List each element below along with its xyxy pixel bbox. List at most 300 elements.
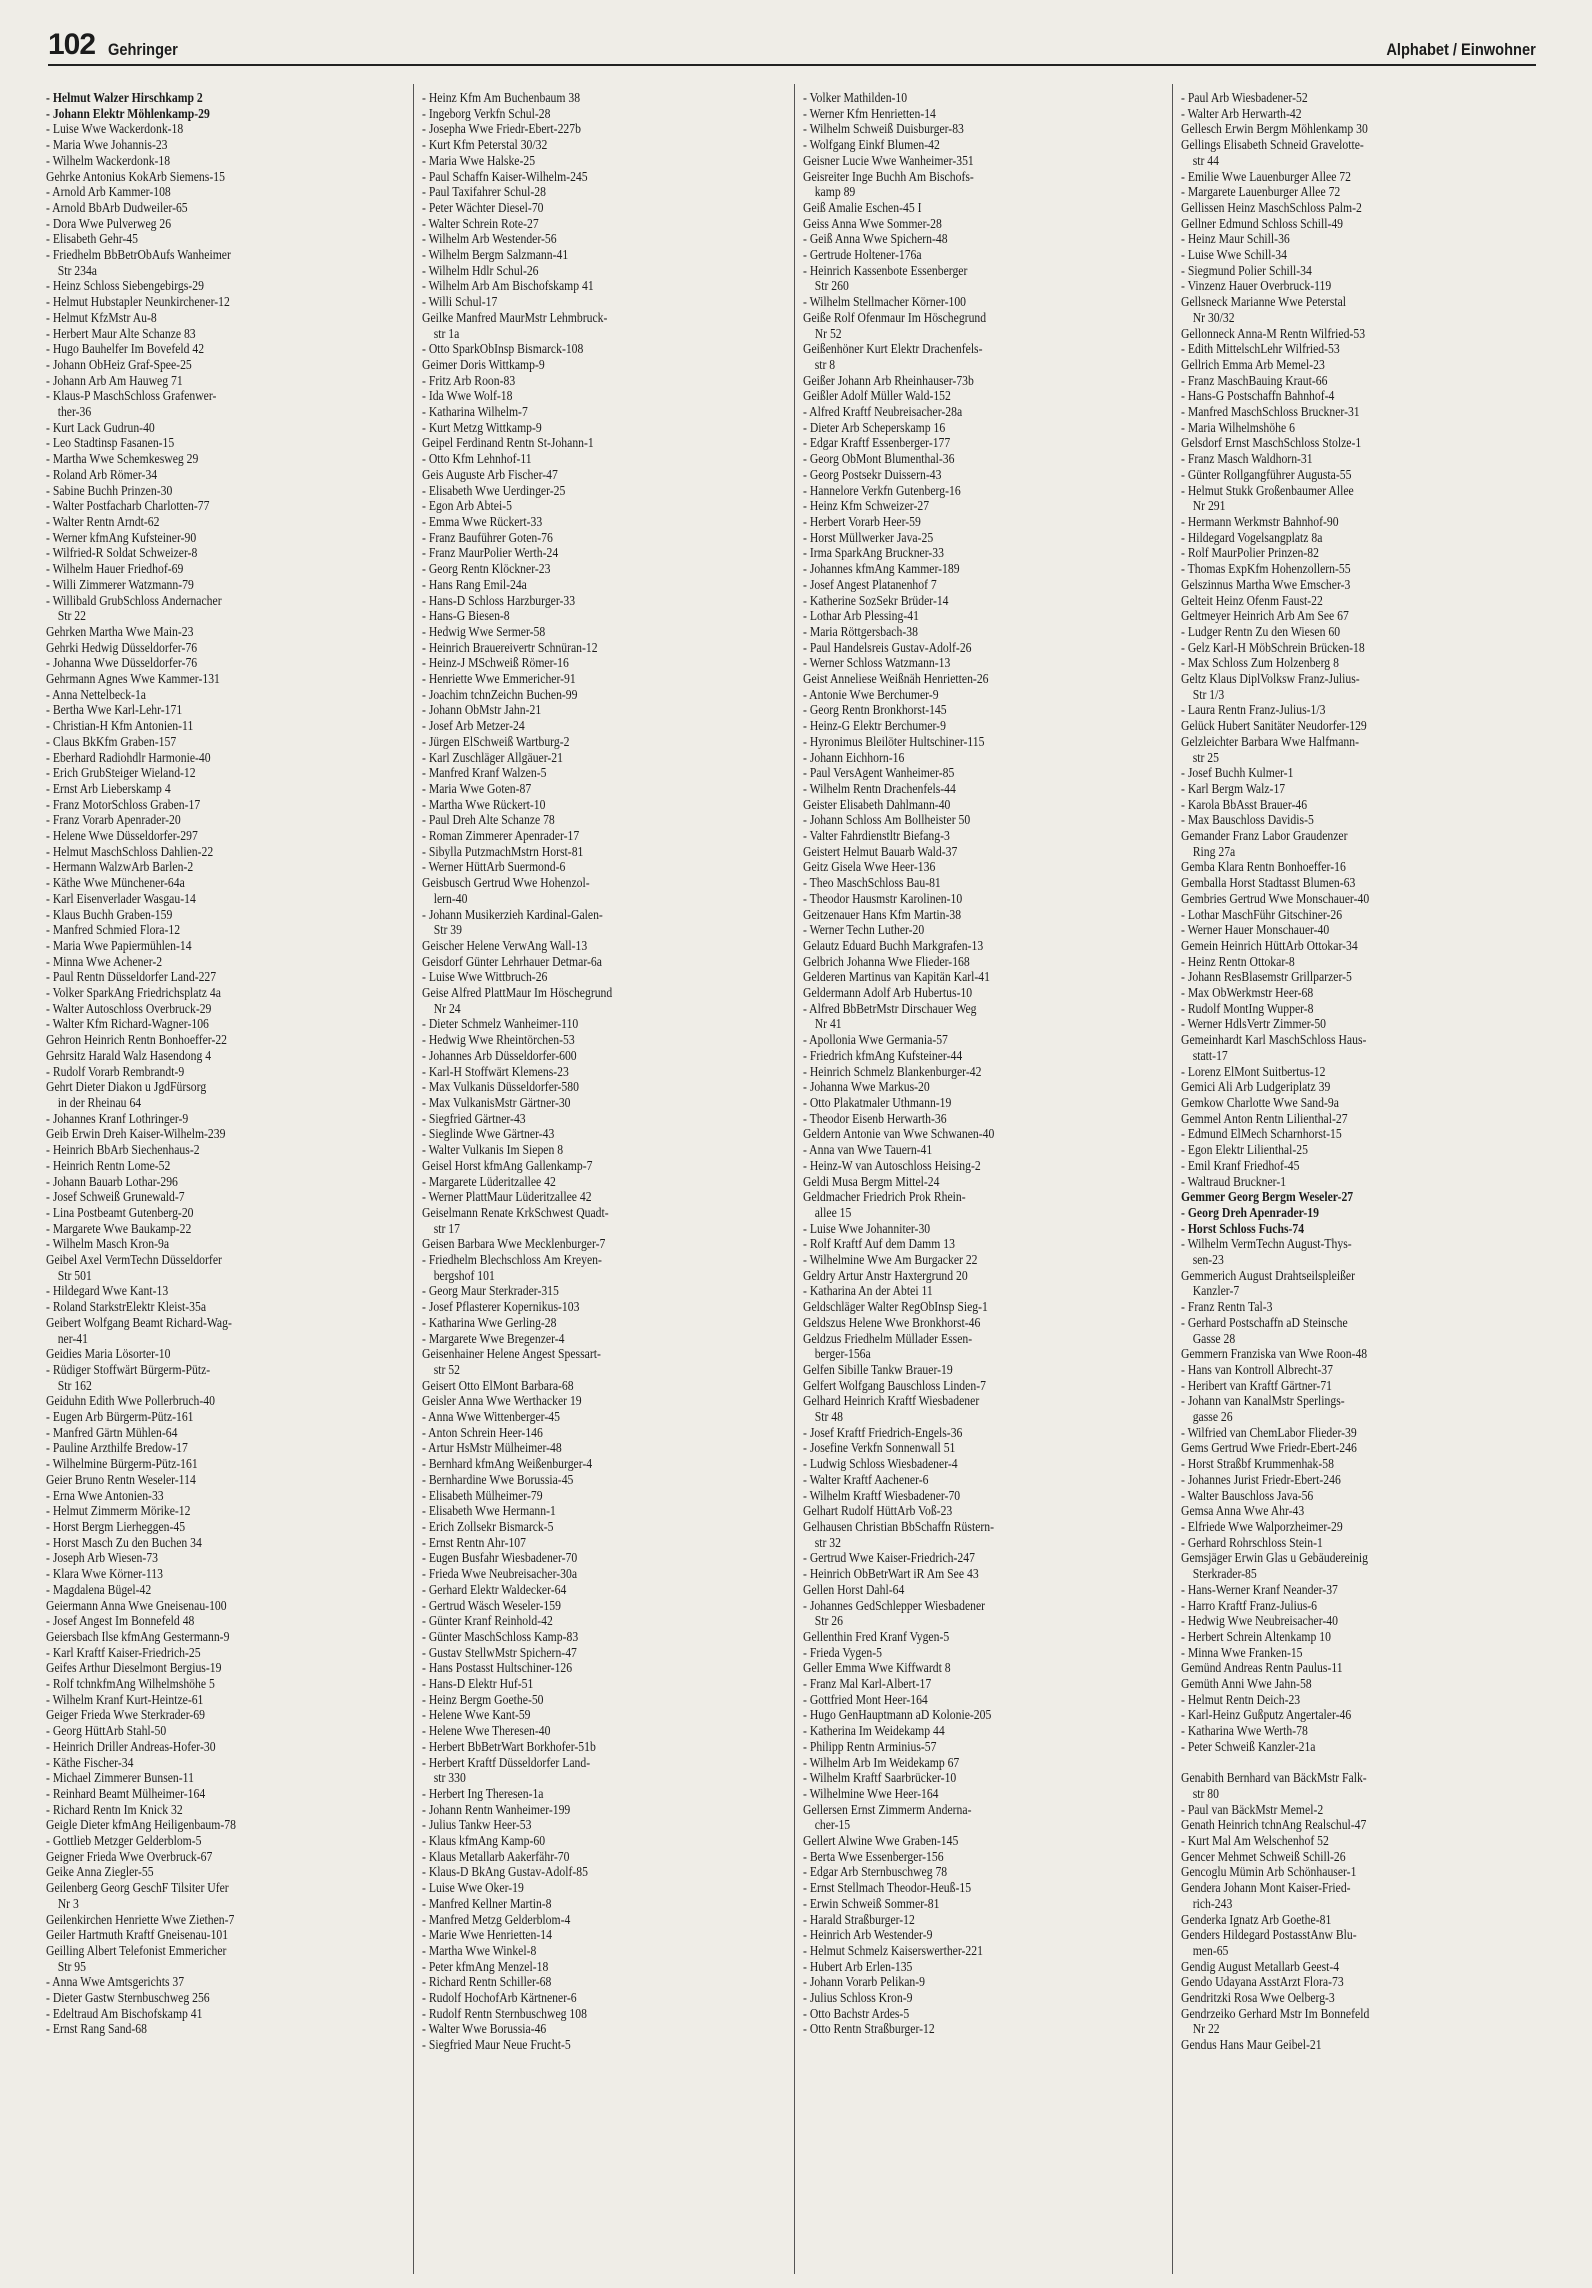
directory-entry xyxy=(1181,750,1553,766)
entry-text: Gendus Hans Maur Geibel-21 xyxy=(1181,2037,1322,2053)
directory-entry xyxy=(803,1032,1175,1048)
directory-entry xyxy=(1181,1582,1553,1598)
entry-text: str 52 xyxy=(422,1361,461,1377)
directory-entry xyxy=(46,1817,418,1833)
directory-entry xyxy=(1181,121,1553,137)
directory-entry xyxy=(422,1362,794,1378)
directory-entry xyxy=(422,718,794,734)
entry-text: - Walter Schrein Rote-27 xyxy=(422,215,539,231)
directory-entry xyxy=(1181,1943,1553,1959)
entry-text: - Werner PlattMaur Lüderitzallee 42 xyxy=(422,1189,592,1205)
entry-text: - Anna Wwe Wittenberger-45 xyxy=(422,1409,560,1425)
entry-text: - Hermann Werkmstr Bahnhof-90 xyxy=(1181,513,1339,529)
directory-entry xyxy=(46,1864,418,1880)
directory-entry xyxy=(803,530,1175,546)
entry-text: - Manfred MaschSchloss Bruckner-31 xyxy=(1181,404,1360,420)
entry-text: - Helmut Rentn Deich-23 xyxy=(1181,1691,1301,1707)
directory-entry xyxy=(46,278,418,294)
directory-entry xyxy=(803,1959,1175,1975)
entry-text: Gasse 28 xyxy=(1181,1330,1236,1346)
directory-entry xyxy=(1181,1755,1553,1771)
entry-text: - Heinz Schloss Siebengebirgs-29 xyxy=(46,278,204,294)
entry-text: - Josepha Wwe Friedr-Ebert-227b xyxy=(422,121,581,137)
directory-entry xyxy=(1181,1959,1553,1975)
directory-entry xyxy=(422,985,794,1001)
entry-text: Geistert Helmut Bauarb Wald-37 xyxy=(803,843,958,859)
entry-text: str 1a xyxy=(422,325,460,341)
directory-entry xyxy=(803,1315,1175,1331)
directory-entry xyxy=(803,577,1175,593)
entry-text: - Karl-Heinz Gußputz Angertaler-46 xyxy=(1181,1707,1352,1723)
entry-text xyxy=(1181,1755,1184,1771)
entry-text: - Emma Wwe Rückert-33 xyxy=(422,513,543,529)
entry-text: - Martha Wwe Rückert-10 xyxy=(422,796,546,812)
directory-entry xyxy=(1181,404,1553,420)
directory-entry xyxy=(422,1723,794,1739)
directory-entry xyxy=(1181,1111,1553,1127)
directory-entry xyxy=(1181,1032,1553,1048)
entry-text: - Karl Bergm Walz-17 xyxy=(1181,780,1286,796)
directory-entry xyxy=(803,1079,1175,1095)
directory-entry xyxy=(1181,1126,1553,1142)
entry-text: - Georg HüttArb Stahl-50 xyxy=(46,1723,167,1739)
directory-entry xyxy=(1181,2006,1553,2022)
entry-text: Gemballa Horst Stadtasst Blumen-63 xyxy=(1181,875,1356,891)
entry-text: - Roman Zimmerer Apenrader-17 xyxy=(422,828,580,844)
directory-entry xyxy=(422,2006,794,2022)
entry-text: - Ludwig Schloss Wiesbadener-4 xyxy=(803,1456,958,1472)
entry-text: - Franz Bauführer Goten-76 xyxy=(422,529,553,545)
column-2 xyxy=(422,90,794,2053)
directory-entry xyxy=(803,451,1175,467)
directory-entry xyxy=(422,1833,794,1849)
entry-text: - Karl-H Stoffwärt Klemens-23 xyxy=(422,1063,569,1079)
directory-entry xyxy=(1181,1409,1553,1425)
directory-entry xyxy=(46,2021,418,2037)
directory-entry xyxy=(803,373,1175,389)
directory-entry xyxy=(422,875,794,891)
directory-entry xyxy=(422,483,794,499)
entry-text: Nr 24 xyxy=(422,1000,461,1016)
entry-text: Geise Alfred PlattMaur Im Höschegrund xyxy=(422,985,613,1001)
directory-entry xyxy=(803,1990,1175,2006)
directory-entry xyxy=(803,561,1175,577)
entry-text: - Margarete Lauenburger Allee 72 xyxy=(1181,184,1341,200)
directory-entry xyxy=(46,844,418,860)
directory-entry xyxy=(1181,671,1553,687)
entry-text: - Leo Stadtinsp Fasanen-15 xyxy=(46,435,175,451)
entry-text: Geischer Helene VerwAng Wall-13 xyxy=(422,937,588,953)
directory-entry xyxy=(1181,1393,1553,1409)
entry-text: - Julius Schloss Kron-9 xyxy=(803,1990,913,2006)
entry-text: - Helene Wwe Düsseldorfer-297 xyxy=(46,828,198,844)
directory-entry xyxy=(46,1456,418,1472)
entry-text: - Gelz Karl-H MöbSchrein Brücken-18 xyxy=(1181,639,1365,655)
directory-entry xyxy=(1181,326,1553,342)
entry-text: - Max Schloss Zum Holzenberg 8 xyxy=(1181,655,1339,671)
directory-entry xyxy=(803,121,1175,137)
entry-text: Gelhard Heinrich Kraftf Wiesbadener xyxy=(803,1393,980,1409)
directory-entry xyxy=(1181,451,1553,467)
directory-entry xyxy=(46,1393,418,1409)
entry-text: - Johann Musikerzieh Kardinal-Galen- xyxy=(422,906,603,922)
directory-entry xyxy=(422,2037,794,2053)
entry-text: - Paul Dreh Alte Schanze 78 xyxy=(422,812,555,828)
directory-entry xyxy=(422,1236,794,1252)
entry-text: - Franz Masch Waldhorn-31 xyxy=(1181,451,1313,467)
directory-entry xyxy=(1181,1927,1553,1943)
entry-text: - Ida Wwe Wolf-18 xyxy=(422,388,513,404)
entry-text: - Hans-G Postschaffn Bahnhof-4 xyxy=(1181,388,1335,404)
directory-entry xyxy=(422,1535,794,1551)
entry-text: Gencer Mehmet Schweiß Schill-26 xyxy=(1181,1848,1346,1864)
entry-text: Gellrich Emma Arb Memel-23 xyxy=(1181,356,1325,372)
entry-text: - Rolf tchnkfmAng Wilhelmshöhe 5 xyxy=(46,1676,215,1692)
entry-text: Gelück Hubert Sanitäter Neudorfer-129 xyxy=(1181,718,1367,734)
entry-text: - Manfred Kranf Walzen-5 xyxy=(422,765,547,781)
directory-entry xyxy=(803,247,1175,263)
directory-entry xyxy=(422,1425,794,1441)
entry-text: - Horst Masch Zu den Buchen 34 xyxy=(46,1534,202,1550)
directory-entry xyxy=(1181,1315,1553,1331)
directory-entry xyxy=(803,812,1175,828)
directory-entry xyxy=(803,718,1175,734)
entry-text: - Franz Mal Karl-Albert-17 xyxy=(803,1676,932,1692)
entry-text: - Walter Autoschloss Overbruck-29 xyxy=(46,1000,212,1016)
directory-entry xyxy=(803,1943,1175,1959)
directory-entry xyxy=(1181,90,1553,106)
directory-entry xyxy=(422,1974,794,1990)
entry-text: - Wilhelmine Wwe Am Burgacker 22 xyxy=(803,1252,978,1268)
entry-text: - Richard Rentn Im Knick 32 xyxy=(46,1801,183,1817)
directory-entry xyxy=(1181,1425,1553,1441)
directory-entry xyxy=(1181,1346,1553,1362)
directory-entry xyxy=(1181,1833,1553,1849)
directory-entry xyxy=(46,420,418,436)
entry-text: - Herbert Kraftf Düsseldorfer Land- xyxy=(422,1754,591,1770)
directory-entry xyxy=(1181,137,1553,153)
directory-entry xyxy=(46,750,418,766)
entry-text: str 330 xyxy=(422,1770,466,1786)
directory-entry xyxy=(46,1582,418,1598)
directory-entry xyxy=(46,1755,418,1771)
entry-text: sen-23 xyxy=(1181,1252,1224,1268)
directory-entry xyxy=(803,1393,1175,1409)
directory-entry xyxy=(422,624,794,640)
directory-entry xyxy=(422,1126,794,1142)
entry-text: - Margarete Lüderitzallee 42 xyxy=(422,1173,556,1189)
entry-text: in der Rheinau 64 xyxy=(46,1095,142,1110)
directory-entry xyxy=(803,781,1175,797)
entry-text: - Wilhelm Kraftf Wiesbadener-70 xyxy=(803,1487,961,1503)
directory-entry xyxy=(803,1111,1175,1127)
entry-text: - Berta Wwe Essenberger-156 xyxy=(803,1848,944,1864)
directory-entry xyxy=(803,844,1175,860)
directory-entry xyxy=(803,750,1175,766)
entry-text: - Kurt Metzg Wittkamp-9 xyxy=(422,419,542,435)
entry-text: - Lina Postbeamt Gutenberg-20 xyxy=(46,1204,194,1220)
entry-text: - Werner HüttArb Suermond-6 xyxy=(422,859,566,875)
directory-entry xyxy=(422,1550,794,1566)
entry-text: Gelzleichter Barbara Wwe Halfmann- xyxy=(1181,733,1359,749)
entry-text: Geitzenauer Hans Kfm Martin-38 xyxy=(803,906,962,922)
entry-text: - Bernhardine Wwe Borussia-45 xyxy=(422,1471,574,1487)
entry-text: Geiße Rolf Ofenmaur Im Höschegrund xyxy=(803,309,987,325)
directory-entry xyxy=(803,467,1175,483)
entry-text: - Josefine Verkfn Sonnenwall 51 xyxy=(803,1440,956,1456)
column-divider xyxy=(1172,84,1173,2274)
entry-text: - Wilhelm Hauer Friedhof-69 xyxy=(46,561,184,577)
directory-entry xyxy=(1181,1676,1553,1692)
entry-text: - Claus BkKfm Graben-157 xyxy=(46,733,177,749)
directory-entry xyxy=(1181,1268,1553,1284)
entry-text: - Gottfried Mont Heer-164 xyxy=(803,1691,928,1707)
entry-text: Geilke Manfred MaurMstr Lehmbruck- xyxy=(422,309,608,325)
directory-entry xyxy=(422,1943,794,1959)
directory-entry xyxy=(1181,1598,1553,1614)
entry-text: - Herbert Ing Theresen-1a xyxy=(422,1785,544,1801)
entry-text: - Helmut KfzMstr Au-8 xyxy=(46,309,157,325)
entry-text: - Wilhelm VermTechn August-Thys- xyxy=(1181,1236,1352,1252)
directory-entry xyxy=(46,969,418,985)
directory-entry xyxy=(422,1346,794,1362)
entry-text: - Franz MotorSchloss Graben-17 xyxy=(46,796,201,812)
directory-entry xyxy=(46,483,418,499)
entry-text: - Heinrich ObBetrWart iR Am See 43 xyxy=(803,1566,979,1582)
entry-text: - Roland Arb Römer-34 xyxy=(46,466,158,482)
entry-text: Gemmern Franziska van Wwe Roon-48 xyxy=(1181,1346,1368,1362)
entry-text: Geiselmann Renate KrkSchwest Quadt- xyxy=(422,1204,609,1220)
entry-text: - Hans van Kontroll Albrecht-37 xyxy=(1181,1361,1333,1377)
entry-text: Gellonneck Anna-M Rentn Wilfried-53 xyxy=(1181,325,1366,341)
entry-text: Gelteit Heinz Ofenm Faust-22 xyxy=(1181,592,1323,608)
directory-entry xyxy=(422,844,794,860)
directory-entry xyxy=(1181,1503,1553,1519)
entry-text: - Luise Wwe Oker-19 xyxy=(422,1880,524,1896)
directory-entry xyxy=(422,451,794,467)
directory-entry xyxy=(422,106,794,122)
directory-entry xyxy=(46,734,418,750)
directory-entry xyxy=(1181,247,1553,263)
directory-entry xyxy=(46,1519,418,1535)
directory-entry xyxy=(46,1126,418,1142)
directory-entry xyxy=(422,1802,794,1818)
directory-entry xyxy=(422,1189,794,1205)
entry-text: - Wilhelmine Wwe Heer-164 xyxy=(803,1785,939,1801)
entry-text: - Johann ResBlasemstr Grillparzer-5 xyxy=(1181,969,1352,985)
directory-entry xyxy=(46,702,418,718)
entry-text: - Pauline Arzthilfe Bredow-17 xyxy=(46,1440,188,1456)
directory-entry xyxy=(1181,1566,1553,1582)
entry-text: - Richard Rentn Schiller-68 xyxy=(422,1974,552,1990)
entry-text: - Luise Wwe Schill-34 xyxy=(1181,247,1287,263)
directory-entry xyxy=(803,1174,1175,1190)
entry-text: - Erich Zollsekr Bismarck-5 xyxy=(422,1518,554,1534)
entry-text: Geldern Antonie van Wwe Schwanen-40 xyxy=(803,1126,995,1142)
entry-text: - Volker Mathilden-10 xyxy=(803,90,908,105)
entry-text: - Katharina Wilhelm-7 xyxy=(422,404,528,420)
entry-text: Ring 27a xyxy=(1181,843,1236,859)
directory-entry xyxy=(422,1927,794,1943)
directory-entry xyxy=(1181,687,1553,703)
directory-entry xyxy=(1181,216,1553,232)
entry-text: - Wilhelm Bergm Salzmann-41 xyxy=(422,247,569,263)
entry-text: - Walter Vulkanis Im Siepen 8 xyxy=(422,1142,564,1158)
entry-text: - Walter Kfm Richard-Wagner-106 xyxy=(46,1016,209,1032)
directory-entry xyxy=(46,954,418,970)
entry-text: - Volker SparkAng Friedrichsplatz 4a xyxy=(46,985,221,1001)
directory-entry xyxy=(1181,1660,1553,1676)
directory-entry xyxy=(422,828,794,844)
directory-entry xyxy=(422,1896,794,1912)
entry-text: Str 260 xyxy=(803,278,849,294)
directory-entry xyxy=(46,1189,418,1205)
entry-text: Geltz Klaus DiplVolksw Franz-Julius- xyxy=(1181,671,1360,687)
directory-entry xyxy=(1181,1189,1553,1205)
directory-entry xyxy=(46,781,418,797)
directory-entry xyxy=(803,200,1175,216)
entry-text: - Hans-Werner Kranf Neander-37 xyxy=(1181,1581,1338,1597)
directory-entry xyxy=(803,1692,1175,1708)
directory-entry xyxy=(46,1032,418,1048)
directory-entry xyxy=(46,859,418,875)
directory-entry xyxy=(46,90,418,106)
directory-entry xyxy=(46,1064,418,1080)
directory-entry xyxy=(803,1660,1175,1676)
directory-entry xyxy=(46,1598,418,1614)
entry-text: - Heinrich Rentn Lome-52 xyxy=(46,1157,171,1173)
entry-text: - Hedwig Wwe Rheintörchen-53 xyxy=(422,1032,575,1048)
directory-entry xyxy=(46,184,418,200)
entry-text: - Helmut Hubstapler Neunkirchener-12 xyxy=(46,294,230,310)
entry-text: - Thomas ExpKfm Hohenzollern-55 xyxy=(1181,561,1351,577)
directory-entry xyxy=(803,1566,1175,1582)
entry-text: Nr 22 xyxy=(1181,2021,1220,2037)
entry-text: Nr 3 xyxy=(46,1895,79,1911)
entry-text: Geltmeyer Heinrich Arb Am See 67 xyxy=(1181,608,1349,624)
directory-entry xyxy=(46,687,418,703)
directory-entry xyxy=(1181,844,1553,860)
directory-entry xyxy=(46,294,418,310)
entry-text: Geldermann Adolf Arb Hubertus-10 xyxy=(803,985,973,1001)
directory-entry xyxy=(803,1268,1175,1284)
directory-entry xyxy=(803,1912,1175,1928)
directory-entry xyxy=(46,2006,418,2022)
entry-text: - Katharina An der Abtei 11 xyxy=(803,1283,933,1299)
directory-entry xyxy=(46,137,418,153)
directory-entry xyxy=(1181,169,1553,185)
directory-entry xyxy=(1181,545,1553,561)
entry-text: - Johannes Kranf Lothringer-9 xyxy=(46,1110,189,1126)
directory-entry xyxy=(1181,954,1553,970)
entry-text: - Erwin Schweiß Sommer-81 xyxy=(803,1895,940,1911)
entry-text: - Willi Schul-17 xyxy=(422,294,498,310)
entry-text: - Willibald GrubSchloss Andernacher xyxy=(46,592,222,608)
entry-text: Gellert Alwine Wwe Graben-145 xyxy=(803,1833,959,1849)
directory-entry xyxy=(803,1927,1175,1943)
entry-text: - Siegfried Maur Neue Frucht-5 xyxy=(422,2037,571,2053)
directory-entry xyxy=(46,1236,418,1252)
entry-text: Gellissen Heinz MaschSchloss Palm-2 xyxy=(1181,199,1362,215)
entry-text: - Paul Rentn Düsseldorfer Land-227 xyxy=(46,969,217,985)
directory-entry xyxy=(422,1676,794,1692)
directory-entry xyxy=(803,1519,1175,1535)
directory-entry xyxy=(46,1786,418,1802)
directory-entry xyxy=(46,357,418,373)
entry-text: - Klaus Buchh Graben-159 xyxy=(46,906,173,922)
entry-text: men-65 xyxy=(1181,1942,1229,1958)
entry-text: allee 15 xyxy=(803,1204,852,1220)
entry-text: Gemünd Andreas Rentn Paulus-11 xyxy=(1181,1660,1343,1676)
directory-entry xyxy=(422,938,794,954)
entry-text: - Valter Fahrdienstltr Biefang-3 xyxy=(803,828,950,844)
directory-entry xyxy=(803,2021,1175,2037)
entry-text: - Georg Maur Sterkrader-315 xyxy=(422,1283,559,1299)
entry-text: - Maria Wilhelmshöhe 6 xyxy=(1181,419,1295,435)
directory-entry xyxy=(46,498,418,514)
directory-entry xyxy=(46,1315,418,1331)
directory-entry xyxy=(803,169,1175,185)
entry-text: lern-40 xyxy=(422,890,468,906)
entry-text: Geiler Hartmuth Kraftf Gneisenau-101 xyxy=(46,1927,229,1943)
directory-entry xyxy=(1181,655,1553,671)
directory-entry xyxy=(46,404,418,420)
entry-text: Geisen Barbara Wwe Mecklenburger-7 xyxy=(422,1236,606,1252)
page-number: 102 xyxy=(48,28,96,61)
directory-entry xyxy=(803,907,1175,923)
directory-entry xyxy=(803,2006,1175,2022)
directory-entry xyxy=(422,498,794,514)
directory-entry xyxy=(46,1095,418,1111)
entry-text: - Ingeborg Verkfn Schul-28 xyxy=(422,105,551,121)
directory-entry xyxy=(803,1629,1175,1645)
entry-text: - Christian-H Kfm Antonien-11 xyxy=(46,718,194,734)
directory-entry xyxy=(46,388,418,404)
entry-text: - Egon Arb Abtei-5 xyxy=(422,498,512,514)
entry-text: - Minna Wwe Achener-2 xyxy=(46,953,163,969)
entry-text: - Helene Wwe Theresen-40 xyxy=(422,1723,551,1739)
entry-text: Geisdorf Günter Lehrhauer Detmar-6a xyxy=(422,953,602,969)
directory-entry xyxy=(1181,1299,1553,1315)
directory-entry xyxy=(46,938,418,954)
directory-entry xyxy=(46,1488,418,1504)
directory-entry xyxy=(46,121,418,137)
entry-text: - Theodor Eisenb Herwarth-36 xyxy=(803,1110,947,1126)
entry-text: - Wilhelm Schweiß Duisburger-83 xyxy=(803,121,964,137)
directory-entry xyxy=(1181,797,1553,813)
entry-text: - Paul Taxifahrer Schul-28 xyxy=(422,184,546,200)
directory-entry xyxy=(422,263,794,279)
entry-text: - Johannes GedSchlepper Wiesbadener xyxy=(803,1597,986,1613)
directory-entry xyxy=(46,435,418,451)
entry-text: - Sieglinde Wwe Gärtner-43 xyxy=(422,1126,555,1142)
directory-entry xyxy=(46,640,418,656)
directory-entry xyxy=(422,1959,794,1975)
entry-text: - Apollonia Wwe Germania-57 xyxy=(803,1032,948,1048)
directory-entry xyxy=(1181,734,1553,750)
entry-text: - Harald Straßburger-12 xyxy=(803,1911,915,1927)
entry-text: - Kurt Lack Gudrun-40 xyxy=(46,419,155,435)
directory-entry xyxy=(803,1535,1175,1551)
entry-text: Str 95 xyxy=(46,1958,86,1974)
entry-text: - Katherine SozSekr Brüder-14 xyxy=(803,592,949,608)
entry-text: Geldzus Friedhelm Müllader Essen- xyxy=(803,1330,973,1346)
directory-entry xyxy=(803,1707,1175,1723)
entry-text: Genders Hildegard PostasstAnw Blu- xyxy=(1181,1927,1357,1943)
entry-text: - Waltraud Bruckner-1 xyxy=(1181,1173,1287,1189)
entry-text: - Dieter Gastw Sternbuschweg 256 xyxy=(46,1990,210,2006)
directory-entry xyxy=(422,2021,794,2037)
